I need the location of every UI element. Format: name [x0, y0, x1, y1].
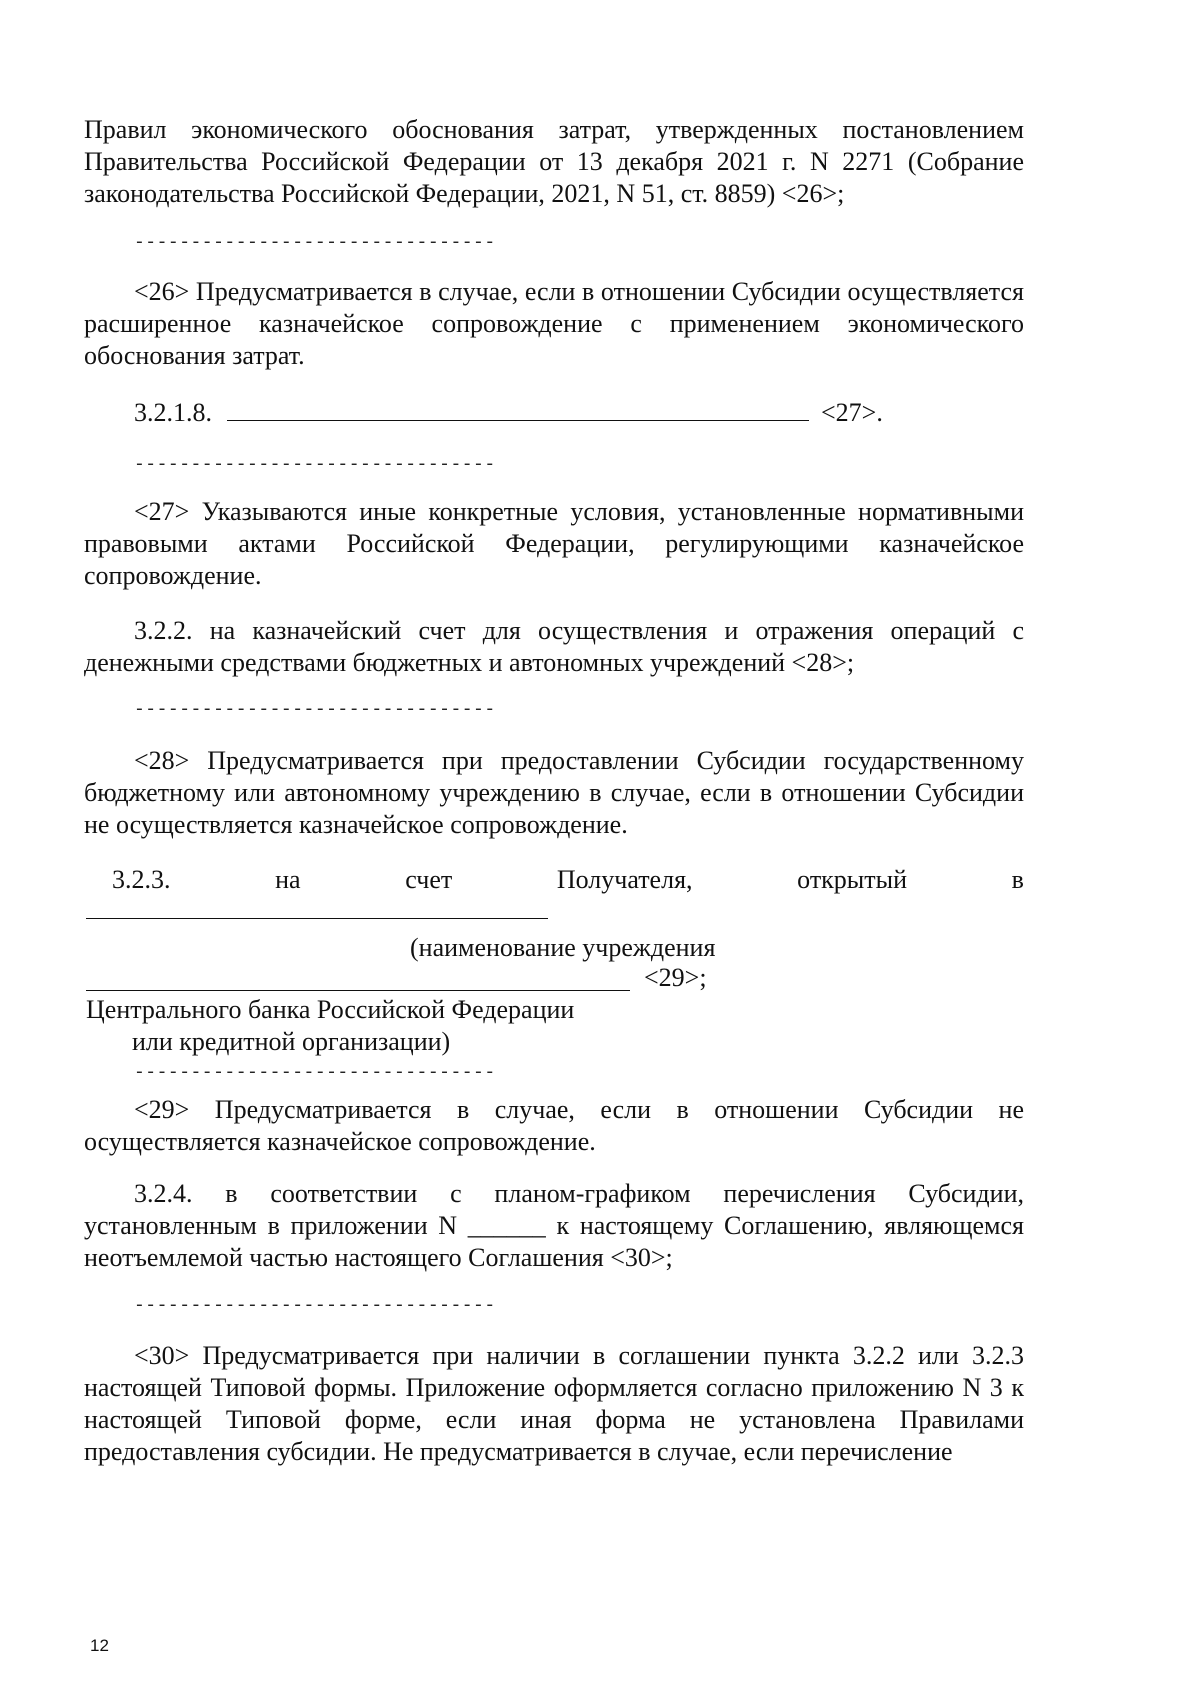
fill-in-line [86, 990, 630, 991]
footnote-separator: -------------------------------- [134, 455, 496, 475]
footnote-separator: -------------------------------- [134, 1063, 496, 1083]
caption-institution: (наименование учреждения [410, 933, 716, 962]
fill-in-blank [227, 396, 809, 421]
caption-central-bank: Центрального банка Российской Федерации [86, 995, 575, 1024]
footnote-28-text: <28> Предусматривается при предоставлении Субсидии государственному бюджетному или автономному учреждению в случае, если в отношении Субсидии не осуществляется казначейское сопровождение. [84, 746, 1024, 839]
item-3-2-2 [84, 615, 1024, 679]
footnote-29-text: <29> Предусматривается в случае, если в отношении Субсидии не осуществляется казначейское сопровождение. [84, 1095, 1024, 1156]
item-3-2-1-8-ref: <27>. [821, 398, 883, 427]
paragraph-intro-text: Правил экономического обоснования затрат, утвержденных постановлением Правительства Российской Федерации от 13 декабря 2021 г. N 2271 (Собрание законодательства Российской Федерации, 2021, N 51, ст. 8859) <26>; [84, 115, 1024, 208]
item-3-2-2-text: 3.2.2. на казначейский счет для осуществления и отражения операций с денежными средствами бюджетных и автономных учреждений <28>; [84, 616, 1024, 677]
footnote-27-text: <27> Указываются иные конкретные условия, установленные нормативными правовыми актами Российской Федерации, регулирующими казначейское сопровождение. [84, 497, 1024, 590]
footnote-26 [84, 276, 1024, 372]
item-3-2-3-ref: <29>; [644, 963, 707, 992]
paragraph-intro [84, 114, 1024, 210]
item-3-2-3-word: 3.2.3. [112, 865, 171, 894]
item-3-2-3 [112, 864, 1024, 896]
item-3-2-3-word: счет [405, 865, 453, 894]
footnote-27 [84, 496, 1024, 592]
footnote-separator: -------------------------------- [134, 1296, 496, 1316]
item-3-2-1-8-number: 3.2.1.8. [134, 398, 212, 427]
item-3-2-3-word: на [275, 865, 301, 894]
item-3-2-1-8 [134, 396, 883, 429]
footnote-28 [84, 745, 1024, 841]
item-3-2-4-text: 3.2.4. в соответствии с планом-графиком перечисления Субсидии, установленным в приложении N ______ к настоящему Соглашению, являющемся неотъемлемой частью настоящего Соглашения <30>; [84, 1179, 1024, 1272]
footnote-30 [84, 1340, 1024, 1468]
footnote-29 [84, 1094, 1024, 1158]
footnote-26-text: <26> Предусматривается в случае, если в отношении Субсидии осуществляется расширенное казначейское сопровождение с применением экономического обоснования затрат. [84, 277, 1024, 370]
footnote-separator: -------------------------------- [134, 700, 496, 720]
footnote-30-text: <30> Предусматривается при наличии в соглашении пункта 3.2.2 или 3.2.3 настоящей Типовой формы. Приложение оформляется согласно приложению N 3 к настоящей Типовой форме, если иная форма не установлена Правилами предоставления субсидии. Не предусматривается в случае, если перечисление [84, 1341, 1024, 1466]
caption-credit-org: или кредитной организации) [132, 1027, 451, 1056]
item-3-2-4 [84, 1178, 1024, 1274]
page-number: 12 [90, 1636, 109, 1655]
footnote-separator: -------------------------------- [134, 233, 496, 253]
fill-in-line [86, 918, 548, 919]
item-3-2-3-word: в [1011, 865, 1024, 894]
item-3-2-3-word: открытый [797, 865, 908, 894]
item-3-2-3-word: Получателя, [556, 865, 693, 894]
